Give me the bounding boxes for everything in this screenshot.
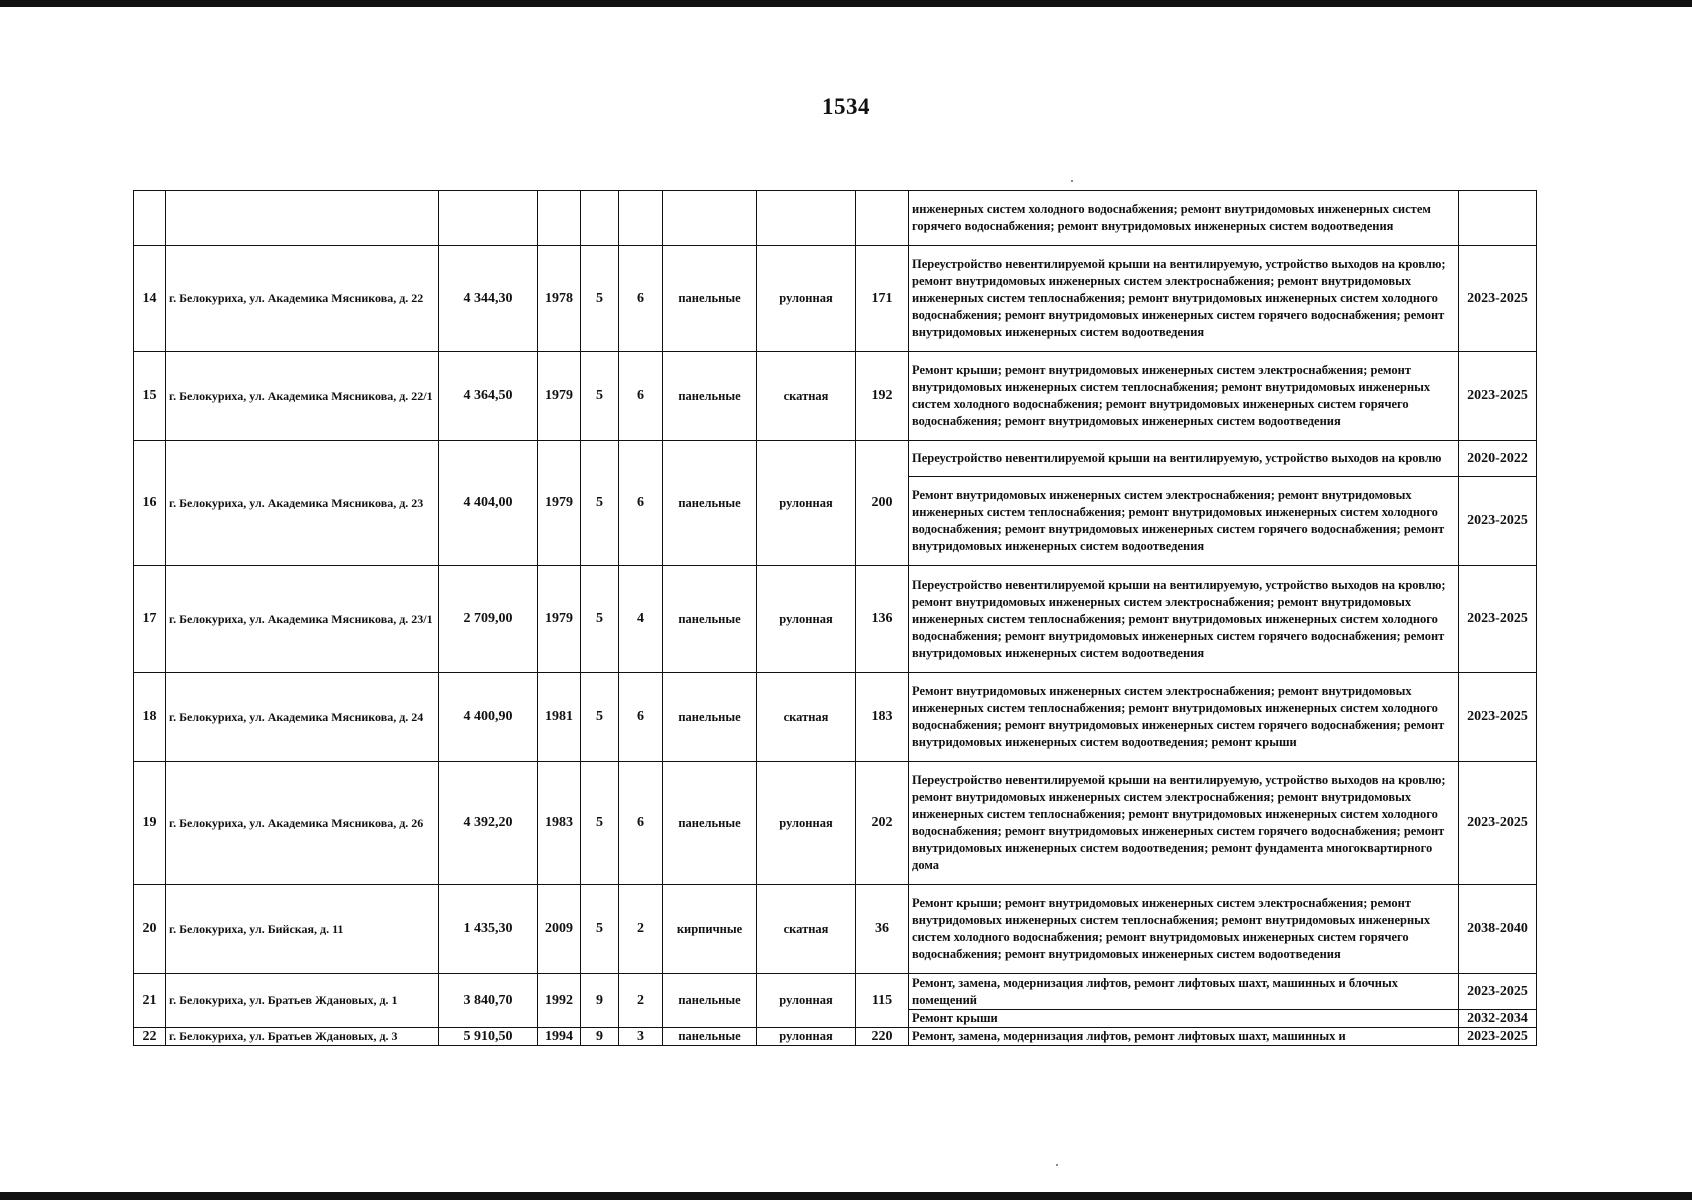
floors-cell: 9 [581,974,619,1028]
area-cell: 4 404,00 [439,441,538,566]
row-number: 17 [134,566,166,673]
area-cell: 4 392,20 [439,762,538,885]
table-body [134,191,1537,1046]
scan-speck [1071,180,1073,182]
repair-works-cell: Ремонт внутридомовых инженерных систем электроснабжения; ремонт внутридомовых инженерных систем теплоснабжения; ремонт внутридомовых инженерных систем холодного водоснабжения; ремонт внутридомовых инженерных систем горячего водоснабжения; ремонт внутридомовых инженерных систем водоотведения [909,477,1459,566]
floors-cell: 5 [581,673,619,762]
walls-material-cell: панельные [663,1028,757,1046]
floors-cell: 5 [581,352,619,441]
walls-material-cell: панельные [663,974,757,1028]
residents-cell: 136 [856,566,909,673]
entrances-cell: 6 [619,673,663,762]
address-cell [166,191,439,246]
year-cell: 1994 [538,1028,581,1046]
residents-cell: 115 [856,974,909,1028]
repair-works-cell: Ремонт внутридомовых инженерных систем электроснабжения; ремонт внутридомовых инженерных систем теплоснабжения; ремонт внутридомовых инженерных систем холодного водоснабжения; ремонт внутридомовых инженерных систем горячего водоснабжения; ремонт внутридомовых инженерных систем водоотведения; ремонт крыши [909,673,1459,762]
area-cell: 4 344,30 [439,246,538,352]
residents-cell: 171 [856,246,909,352]
address-cell: г. Белокуриха, ул. Академика Мясникова, д. 22/1 [166,352,439,441]
entrances-cell: 6 [619,246,663,352]
repair-period-cell: 2038-2040 [1459,885,1537,974]
row-number: 18 [134,673,166,762]
area-cell: 5 910,50 [439,1028,538,1046]
repair-works-cell: Ремонт крыши; ремонт внутридомовых инженерных систем электроснабжения; ремонт внутридомовых инженерных систем теплоснабжения; ремонт внутридомовых инженерных систем холодного водоснабжения; ремонт внутридомовых инженерных систем горячего водоснабжения; ремонт внутридомовых инженерных систем водоотведения [909,352,1459,441]
walls-material-cell: панельные [663,246,757,352]
table-row [134,246,1537,352]
row-number: 22 [134,1028,166,1046]
entrances-cell: 6 [619,352,663,441]
entrances-cell: 3 [619,1028,663,1046]
residents-cell: 36 [856,885,909,974]
row-number: 21 [134,974,166,1028]
floors-cell: 5 [581,885,619,974]
repair-period-cell: 2023-2025 [1459,1028,1537,1046]
row-number: 15 [134,352,166,441]
walls-material-cell: панельные [663,352,757,441]
area-cell: 1 435,30 [439,885,538,974]
entrances-cell: 6 [619,762,663,885]
year-cell: 1979 [538,441,581,566]
address-cell: г. Белокуриха, ул. Академика Мясникова, д. 26 [166,762,439,885]
repair-works-cell: Ремонт, замена, модернизация лифтов, ремонт лифтовых шахт, машинных и [909,1028,1459,1046]
roof-type-cell: рулонная [757,566,856,673]
floors-cell: 5 [581,246,619,352]
roof-type-cell: рулонная [757,762,856,885]
entrances-cell: 6 [619,441,663,566]
entrances-cell: 2 [619,885,663,974]
entrances-cell: 4 [619,566,663,673]
table-row [134,566,1537,673]
table-row [134,352,1537,441]
walls-material-cell [663,191,757,246]
building-repair-table [133,190,1537,1046]
roof-type-cell: рулонная [757,1028,856,1046]
address-cell: г. Белокуриха, ул. Академика Мясникова, д. 22 [166,246,439,352]
entrances-cell [619,191,663,246]
address-cell: г. Белокуриха, ул. Братьев Ждановых, д. 3 [166,1028,439,1046]
repair-works-cell: Переустройство невентилируемой крыши на вентилируемую, устройство выходов на кровлю; ремонт внутридомовых инженерных систем электроснабжения; ремонт внутридомовых инженерных систем теплоснабжения; ремонт внутридомовых инженерных систем холодного водоснабжения; ремонт внутридомовых инженерных систем горячего водоснабжения; ремонт внутридомовых инженерных систем водоотведения [909,566,1459,673]
table-row [134,191,1537,246]
year-cell: 1978 [538,246,581,352]
area-cell [439,191,538,246]
roof-type-cell: скатная [757,885,856,974]
walls-material-cell: кирпичные [663,885,757,974]
scan-speck [1056,1164,1058,1166]
area-cell: 4 400,90 [439,673,538,762]
repair-works-cell: Переустройство невентилируемой крыши на вентилируемую, устройство выходов на кровлю [909,441,1459,477]
repair-period-cell [1459,191,1537,246]
table-row [134,762,1537,885]
residents-cell: 202 [856,762,909,885]
entrances-cell: 2 [619,974,663,1028]
year-cell: 1981 [538,673,581,762]
row-number: 16 [134,441,166,566]
row-number: 14 [134,246,166,352]
table-row [134,673,1537,762]
row-number: 20 [134,885,166,974]
roof-type-cell: рулонная [757,246,856,352]
table-row [134,974,1537,1010]
floors-cell: 5 [581,441,619,566]
address-cell: г. Белокуриха, ул. Академика Мясникова, д. 24 [166,673,439,762]
address-cell: г. Белокуриха, ул. Бийская, д. 11 [166,885,439,974]
floors-cell: 5 [581,566,619,673]
repair-period-cell: 2023-2025 [1459,673,1537,762]
year-cell: 1983 [538,762,581,885]
roof-type-cell: скатная [757,673,856,762]
area-cell: 3 840,70 [439,974,538,1028]
residents-cell: 220 [856,1028,909,1046]
year-cell [538,191,581,246]
repair-period-cell: 2023-2025 [1459,352,1537,441]
floors-cell: 9 [581,1028,619,1046]
repair-period-cell: 2023-2025 [1459,246,1537,352]
repair-works-cell: Ремонт крыши; ремонт внутридомовых инженерных систем электроснабжения; ремонт внутридомовых инженерных систем теплоснабжения; ремонт внутридомовых инженерных систем холодного водоснабжения; ремонт внутридомовых инженерных систем горячего водоснабжения; ремонт внутридомовых инженерных систем водоотведения [909,885,1459,974]
roof-type-cell [757,191,856,246]
repair-period-cell: 2023-2025 [1459,477,1537,566]
roof-type-cell: рулонная [757,441,856,566]
repair-works-cell: Переустройство невентилируемой крыши на вентилируемую, устройство выходов на кровлю; ремонт внутридомовых инженерных систем электроснабжения; ремонт внутридомовых инженерных систем теплоснабжения; ремонт внутридомовых инженерных систем холодного водоснабжения; ремонт внутридомовых инженерных систем горячего водоснабжения; ремонт внутридомовых инженерных систем водоотведения [909,246,1459,352]
table-row [134,1028,1537,1046]
walls-material-cell: панельные [663,566,757,673]
floors-cell [581,191,619,246]
residents-cell: 192 [856,352,909,441]
repair-period-cell: 2032-2034 [1459,1010,1537,1028]
address-cell: г. Белокуриха, ул. Академика Мясникова, д. 23/1 [166,566,439,673]
year-cell: 2009 [538,885,581,974]
residents-cell [856,191,909,246]
walls-material-cell: панельные [663,673,757,762]
table-row [134,441,1537,477]
residents-cell: 183 [856,673,909,762]
roof-type-cell: рулонная [757,974,856,1028]
row-number [134,191,166,246]
area-cell: 2 709,00 [439,566,538,673]
repair-period-cell: 2023-2025 [1459,566,1537,673]
repair-works-cell: Ремонт, замена, модернизация лифтов, ремонт лифтовых шахт, машинных и блочных помещений [909,974,1459,1010]
roof-type-cell: скатная [757,352,856,441]
walls-material-cell: панельные [663,441,757,566]
page-number: 1534 [822,94,870,119]
address-cell: г. Белокуриха, ул. Академика Мясникова, д. 23 [166,441,439,566]
table-row [134,885,1537,974]
scan-edge-top [0,0,1692,7]
area-cell: 4 364,50 [439,352,538,441]
repair-works-cell: Ремонт крыши [909,1010,1459,1028]
address-cell: г. Белокуриха, ул. Братьев Ждановых, д. 1 [166,974,439,1028]
year-cell: 1979 [538,352,581,441]
year-cell: 1979 [538,566,581,673]
repair-works-cell: Переустройство невентилируемой крыши на вентилируемую, устройство выходов на кровлю; ремонт внутридомовых инженерных систем электроснабжения; ремонт внутридомовых инженерных систем теплоснабжения; ремонт внутридомовых инженерных систем холодного водоснабжения; ремонт внутридомовых инженерных систем горячего водоснабжения; ремонт внутридомовых инженерных систем водоотведения; ремонт фундамента многоквартирного дома [909,762,1459,885]
repair-period-cell: 2020-2022 [1459,441,1537,477]
walls-material-cell: панельные [663,762,757,885]
scan-edge-bottom [0,1192,1692,1200]
row-number: 19 [134,762,166,885]
repair-works-cell: инженерных систем холодного водоснабжения; ремонт внутридомовых инженерных систем горячего водоснабжения; ремонт внутридомовых инженерных систем водоотведения [909,191,1459,246]
year-cell: 1992 [538,974,581,1028]
residents-cell: 200 [856,441,909,566]
repair-period-cell: 2023-2025 [1459,974,1537,1010]
repair-period-cell: 2023-2025 [1459,762,1537,885]
floors-cell: 5 [581,762,619,885]
